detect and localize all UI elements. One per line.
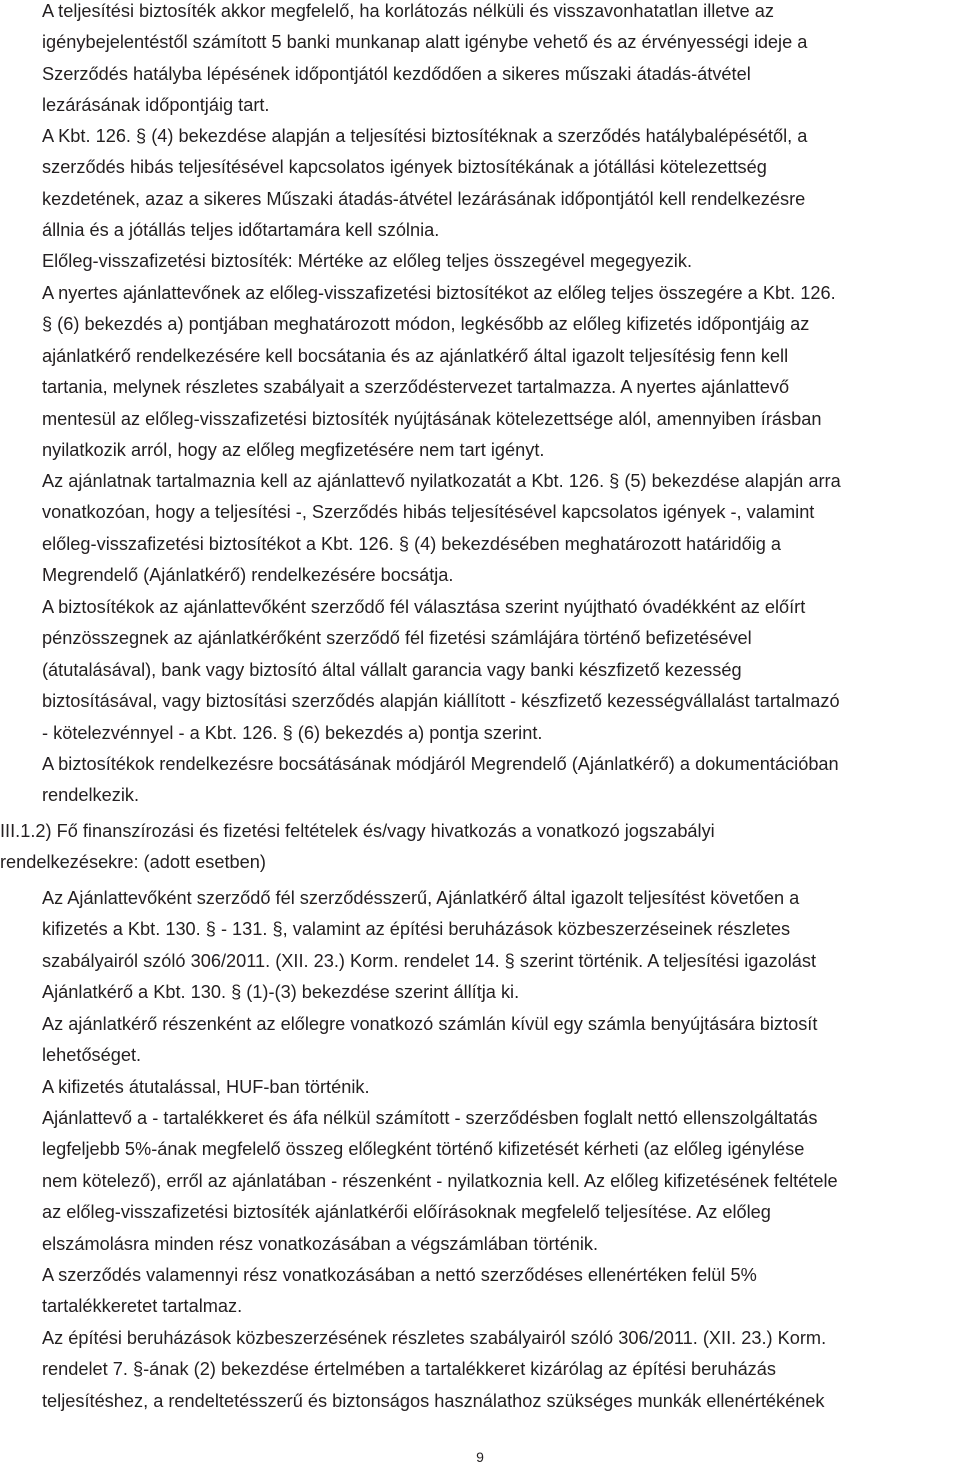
text-line: § (6) bekezdés a) pontjában meghatározott módon, legkésőbb az előleg kifizetés időpontjáig az [42,314,810,335]
paragraph-payment-terms [42,883,956,1009]
section-heading-iii-1-2 [0,816,956,879]
text-line: kezdetének, azaz a sikeres Műszaki átadás-átvétel lezárásának időpontjától kell rendelkezésre [42,188,806,209]
text-line: Ajánlattevő a - tartalékkeret és áfa nélkül számított - szerződésben foglalt nettó ellenszolgáltatás [42,1108,818,1128]
heading-line: III.1.2) Fő finanszírozási és fizetési feltételek és/vagy hivatkozás a vonatkozó jogszabályi [0,821,715,841]
text-line: elszámolásra minden rész vonatkozásában a végszámlában történik. [42,1233,599,1254]
paragraph-bid-declaration [42,466,956,592]
text-line: igénybejelentéstől számított 5 banki munkanap alatt igénybe vehető és az érvényességi ideje a [42,32,808,53]
text-line: A teljesítési biztosíték akkor megfelelő, ha korlátozás nélküli és visszavonhatatlan illetve az [42,1,774,21]
text-line: teljesítéshez, a rendeltetésszerű és biztonságos használathoz szükséges munkák ellenértékének [42,1390,825,1411]
paragraph-invoice-option [42,1009,956,1072]
paragraph-guarantee-forms [42,592,956,749]
text-line: nem kötelező), erről az ajánlatában - részenként - nyilatkoznia kell. Az előleg kifizetésének feltétele [42,1170,838,1191]
text-line: kifizetés a Kbt. 130. § - 131. §, valamint az építési beruházások közbeszerzéseinek részletes [42,919,791,940]
text-line: pénzösszegnek az ajánlatkérőként szerződő fél fizetési számlájára történő befizetésével [42,628,752,649]
text-line: Megrendelő (Ajánlatkérő) rendelkezésére bocsátja. [42,565,454,586]
text-line: biztosításával, vagy biztosítási szerződés alapján kiállított - készfizető kezességvállalást tartalmazó [42,691,840,712]
text-line: állnia és a jótállás teljes időtartamára kell szólnia. [42,220,440,241]
text-line: A szerződés valamennyi rész vonatkozásában a nettó szerződéses ellenértéken felül 5% [42,1265,757,1285]
paragraph-transfer-currency [42,1072,956,1103]
paragraph-advance-guarantee [42,246,956,277]
text-line: Szerződés hatályba lépésének időpontjától kezdődően a sikeres műszaki átadás-átvétel [42,63,751,84]
text-line: Ajánlatkérő a Kbt. 130. § (1)-(3) bekezdése szerint állítja ki. [42,982,520,1003]
paragraph-reserve-regulation [42,1323,956,1417]
text-line: A nyertes ajánlattevőnek az előleg-visszafizetési biztosítékot az előleg teljes összegére a Kbt. 126. [42,283,836,303]
text-line: (átutalásával), bank vagy biztosító által vállalt garancia vagy banki készfizető kezesség [42,659,742,680]
text-line: mentesül az előleg-visszafizetési biztosíték nyújtásának kötelezettsége alól, amennyiben írásban [42,408,822,429]
text-line: - kötelezvénnyel - a Kbt. 126. § (6) bekezdés a) pontja szerint. [42,722,543,743]
text-line: rendelkezik. [42,785,140,806]
text-line: lezárásának időpontjáig tart. [42,95,270,116]
text-line: szabályairól szóló 306/2011. (XII. 23.) Korm. rendelet 14. § szerint történik. A teljesítési igazolást [42,950,817,971]
text-line: Előleg-visszafizetési biztosíték: Mértéke az előleg teljes összegével megegyezik. [42,251,692,271]
text-line: vonatkozóan, hogy a teljesítési -, Szerződés hibás teljesítésével kapcsolatos igények -, valamint [42,502,815,523]
text-line: A kifizetés átutalással, HUF-ban történik. [42,1077,370,1097]
paragraph-advance-payment [42,1103,956,1260]
text-line: tartania, melynek részletes szabályait a szerződéstervezet tartalmazza. A nyertes ajánlattevő [42,377,790,398]
text-line: rendelet 7. §-ának (2) bekezdése értelmében a tartalékkeret kizárólag az építési beruházás [42,1359,776,1380]
paragraph-kbt-126-4 [42,121,956,247]
paragraph-reserve-budget [42,1260,956,1323]
text-line: ajánlatkérő rendelkezésére kell bocsátania és az ajánlatkérő által igazolt teljesítésig fenn kell [42,345,789,366]
text-line: szerződés hibás teljesítésével kapcsolatos igények biztosítékának a jótállási kötelezettség [42,157,767,178]
text-line: előleg-visszafizetési biztosítékot a Kbt. 126. § (4) bekezdésében meghatározott határidőig a [42,533,782,554]
text-line: Az ajánlatnak tartalmaznia kell az ajánlattevő nyilatkozatát a Kbt. 126. § (5) bekezdése alapján arra [42,471,841,491]
text-line: Az Ajánlattevőként szerződő fél szerződésszerű, Ajánlatkérő által igazolt teljesítést követően a [42,888,800,908]
paragraph-winner-advance-guarantee [42,278,956,466]
text-line: A Kbt. 126. § (4) bekezdése alapján a teljesítési biztosítéknak a szerződés hatálybalépésétől, a [42,126,808,146]
text-line: az előleg-visszafizetési biztosíték ajánlatkérői előírásoknak megfelelő teljesítése. Az előleg [42,1202,771,1223]
text-line: A biztosítékok rendelkezésre bocsátásának módjáról Megrendelő (Ajánlatkérő) a dokumentációban [42,754,839,774]
text-line: A biztosítékok az ajánlattevőként szerződő fél választása szerint nyújtható óvadékként az előírt [42,597,806,617]
text-line: Az építési beruházások közbeszerzésének részletes szabályairól szóló 306/2011. (XII. 23.) Korm. [42,1328,827,1348]
text-line: lehetőséget. [42,1045,142,1066]
text-line: nyilatkozik arról, hogy az előleg megfizetésére nem tart igényt. [42,440,545,461]
text-line: legfeljebb 5%-ának megfelelő összeg előlegként történő kifizetését kérheti (az előleg igénylése [42,1139,805,1160]
heading-line: rendelkezésekre: (adott esetben) [0,852,266,873]
paragraph-performance-guarantee [42,0,956,122]
text-line: Az ajánlatkérő részenként az előlegre vonatkozó számlán kívül egy számla benyújtására biztosít [42,1014,818,1034]
paragraph-guarantee-provision [42,749,956,812]
text-line: tartalékkeretet tartalmaz. [42,1296,243,1317]
page-number: 9 [476,1449,484,1465]
